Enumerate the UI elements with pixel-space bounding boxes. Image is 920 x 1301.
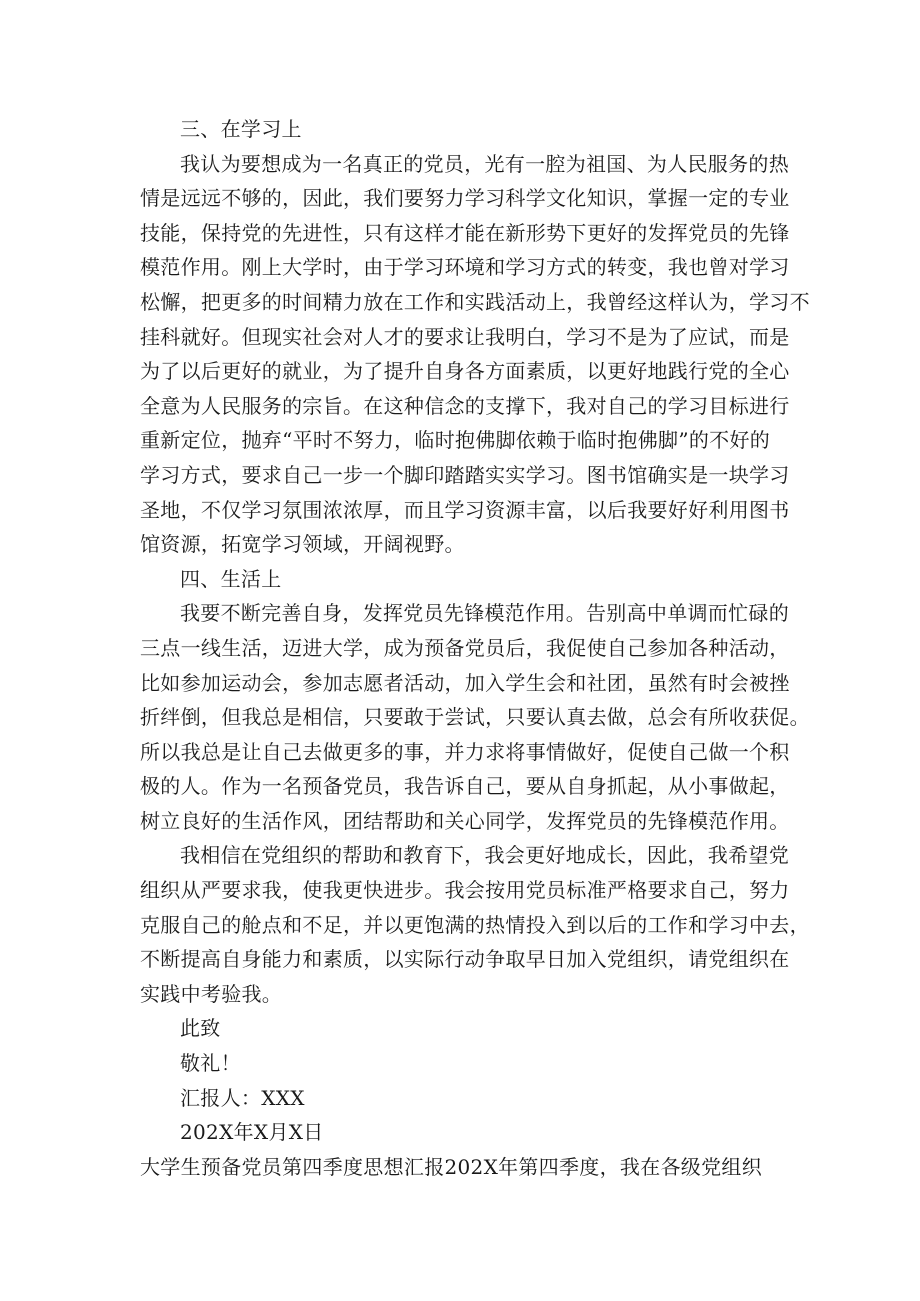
section-three-heading: 三、在学习上 bbox=[180, 117, 302, 141]
paragraph-line: 学习方式，要求自己一步一个脚印踏踏实实学习。图书馆确实是一块学习 bbox=[140, 462, 790, 487]
paragraph-line: 不断提高自身能力和素质，以实际行动争取早日加入党组织，请党组织在 bbox=[140, 947, 790, 972]
paragraph-line: 树立良好的生活作风，团结帮助和关心同学，发挥党员的先锋模范作用。 bbox=[140, 808, 790, 833]
paragraph-line: 重新定位，抛弃“平时不努力，临时抱佛脚依赖于临时抱佛脚”的不好的 bbox=[140, 428, 771, 453]
paragraph-line: 克服自己的舱点和不足，并以更饱满的热情投入到以后的工作和学习中去， bbox=[140, 912, 810, 937]
section-four-paragraph bbox=[140, 596, 810, 838]
paragraph-line: 折绊倒，但我总是相信，只要敢于尝试，只要认真去做，总会有所收获促。 bbox=[140, 705, 810, 730]
paragraph-line: 组织从严要求我，使我更快进步。我会按用党员标准严格要求自己，努力 bbox=[140, 878, 790, 903]
paragraph-line: 为了以后更好的就业，为了提升自身各方面素质，以更好地践行党的全心 bbox=[140, 359, 790, 384]
reporter-line: 汇报人：XXX bbox=[180, 1085, 305, 1110]
salutation: 此致 bbox=[180, 1016, 221, 1041]
respect-line: 敬礼！ bbox=[180, 1051, 241, 1076]
paragraph-line: 实践中考验我。 bbox=[140, 981, 283, 1006]
paragraph-line: 技能，保持党的先进性，只有这样才能在新形势下更好的发挥党员的先锋 bbox=[140, 220, 790, 245]
section-four-heading: 四、生活上 bbox=[180, 566, 282, 591]
paragraph-line: 模范作用。刚上大学时，由于学习环境和学习方式的转变，我也曾对学习 bbox=[140, 255, 790, 280]
paragraph-line: 全意为人民服务的宗旨。在这种信念的支撑下，我对自己的学习目标进行 bbox=[140, 393, 790, 418]
paragraph-line: 圣地，不仅学习氛围浓浓厚，而且学习资源丰富，以后我要好好利用图书 bbox=[140, 497, 790, 522]
paragraph-line: 挂科就好。但现实社会对人才的要求让我明白，学习不是为了应试，而是 bbox=[140, 324, 790, 349]
paragraph-line: 所以我总是让自己去做更多的事，并力求将事情做好，促使自己做一个积 bbox=[140, 739, 790, 764]
section-three-paragraph bbox=[140, 147, 810, 562]
paragraph-line: 三点一线生活，迈进大学，成为预备党员后，我促使自己参加各种活动， bbox=[140, 635, 790, 660]
paragraph-line: 比如参加运动会，参加志愿者活动，加入学生会和社团，虽然有时会被挫 bbox=[140, 670, 790, 695]
paragraph-line: 情是远远不够的，因此，我们要努力学习科学文化知识，掌握一定的专业 bbox=[140, 186, 790, 211]
paragraph-line: 我相信在党组织的帮助和教育下，我会更好地成长，因此，我希望党 bbox=[180, 843, 789, 868]
next-article-title-line: 大学生预备党员第四季度思想汇报202X年第四季度，我在各级党组织 bbox=[140, 1154, 763, 1179]
paragraph-line: 我认为要想成为一名真正的党员，光有一腔为祖国、为人民服务的热 bbox=[180, 151, 789, 176]
closing-paragraph bbox=[140, 838, 810, 1011]
paragraph-line: 馆资源，拓宽学习领域，开阔视野。 bbox=[140, 532, 465, 557]
paragraph-line: 我要不断完善自身，发挥党员先锋模范作用。告别高中单调而忙碌的 bbox=[180, 601, 789, 626]
document-body bbox=[140, 112, 810, 1184]
closing-block bbox=[180, 1011, 790, 1149]
paragraph-line: 极的人。作为一名预备党员，我告诉自己，要从自身抓起，从小事做起， bbox=[140, 774, 790, 799]
date-line: 202X年X月X日 bbox=[180, 1120, 324, 1145]
paragraph-line: 松懈，把更多的时间精力放在工作和实践活动上，我曾经这样认为，学习不 bbox=[140, 289, 810, 314]
